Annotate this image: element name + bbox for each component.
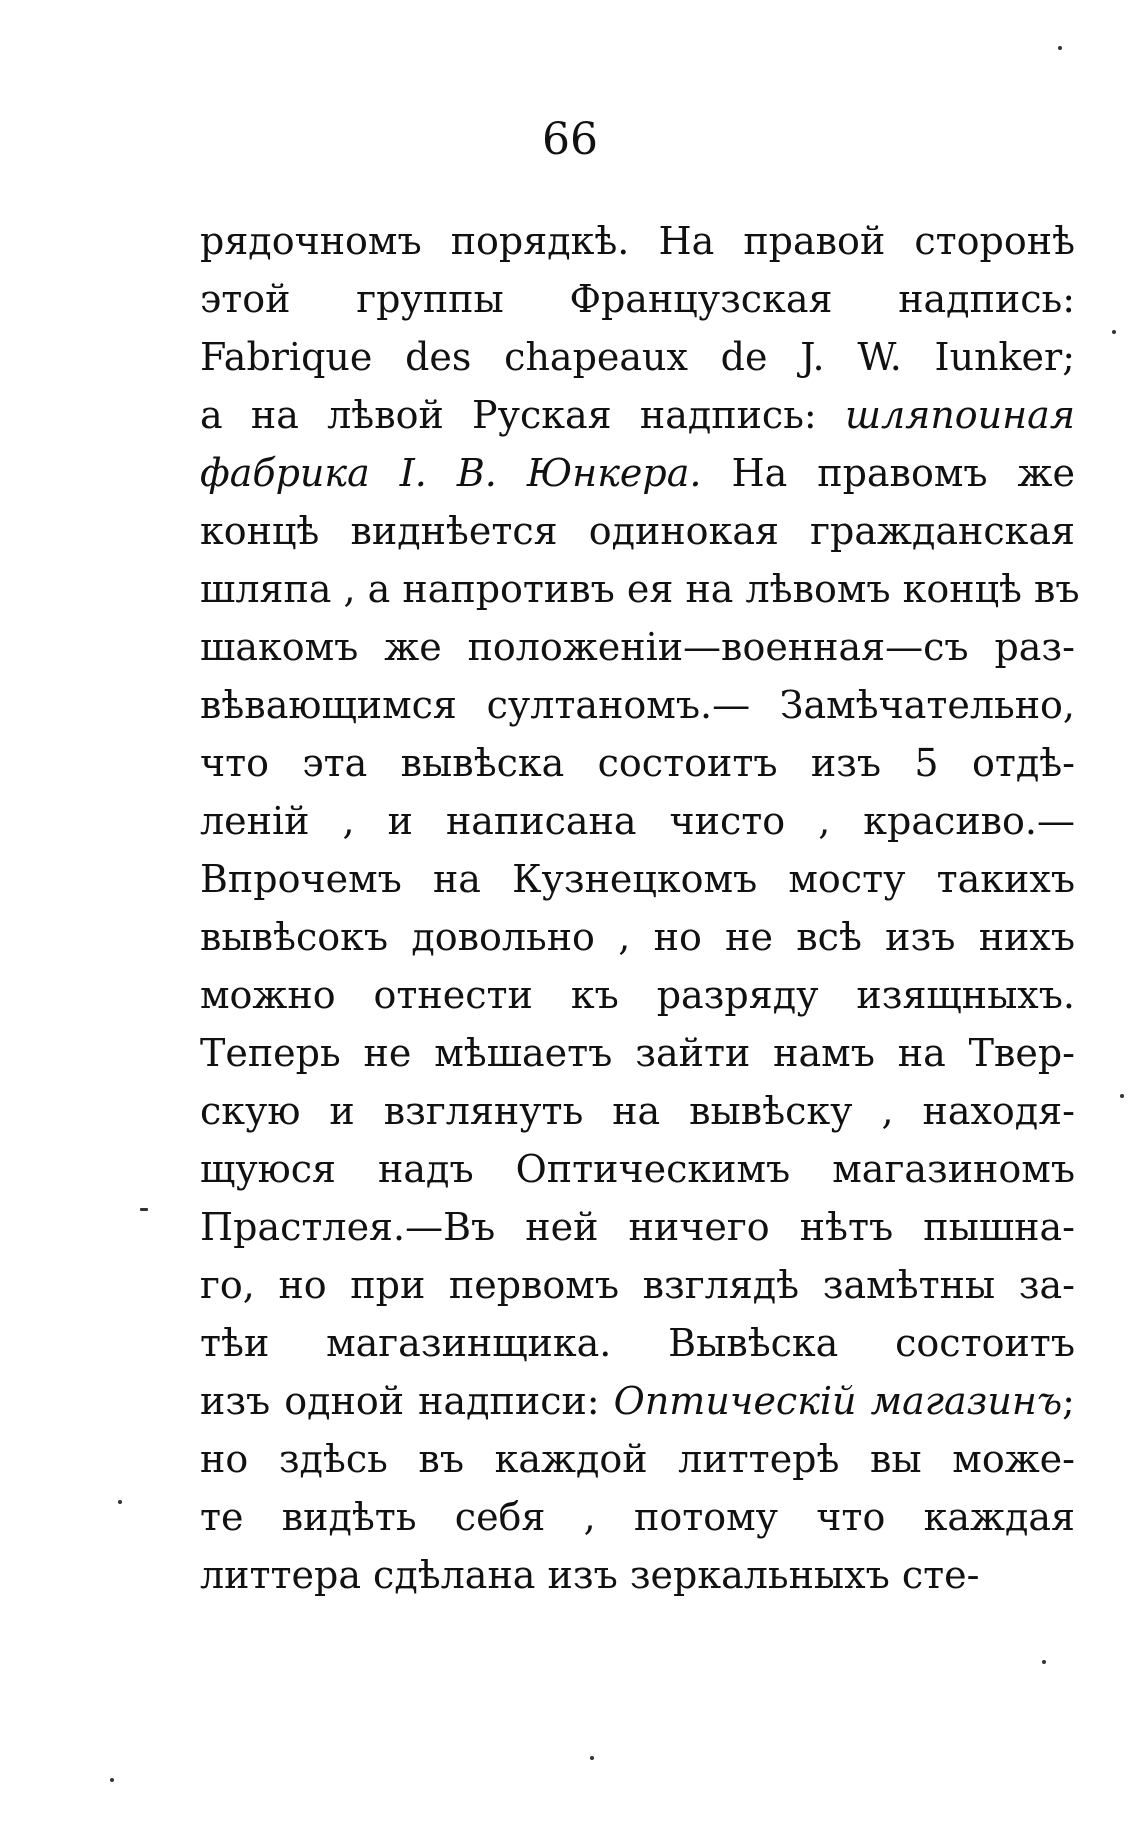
text-line — [200, 734, 1075, 792]
text-line — [200, 1372, 1075, 1430]
text-segment: го, но при первомъ взглядѣ замѣтны за- — [200, 1263, 1075, 1307]
text-line — [200, 328, 1075, 386]
text-line — [200, 1082, 1075, 1140]
text-segment: те видѣть себя , потому что каждая — [200, 1495, 1075, 1539]
text-segment: На правомъ же — [701, 451, 1076, 495]
text-segment: Прастлея.—Въ ней ничего нѣтъ пышна- — [200, 1205, 1075, 1249]
text-segment: тѣи магазинщика. Вывѣска состоитъ — [200, 1321, 1075, 1365]
scan-speck — [110, 1778, 114, 1782]
text-segment: изъ одной надписи: — [200, 1379, 614, 1423]
text-segment: что эта вывѣска состоитъ изъ 5 отдѣ- — [200, 741, 1075, 785]
text-line — [200, 270, 1075, 328]
text-segment: леній , и написана чисто , красиво.— — [200, 799, 1075, 843]
text-line — [200, 618, 1075, 676]
text-line — [200, 1546, 1075, 1604]
text-segment: литтера сдѣлана изъ зеркальныхъ сте- — [200, 1553, 980, 1597]
text-line — [200, 1430, 1075, 1488]
text-line — [200, 792, 1075, 850]
text-line — [200, 502, 1075, 560]
text-line — [200, 212, 1075, 270]
text-line — [200, 386, 1075, 444]
text-segment: шакомъ же положеніи—военная—съ раз- — [200, 625, 1075, 669]
text-line — [200, 908, 1075, 966]
text-segment: концѣ виднѣется одинокая гражданская — [200, 509, 1075, 553]
text-line — [200, 1488, 1075, 1546]
text-segment: вывѣсокъ довольно , но не всѣ изъ нихъ — [200, 915, 1075, 959]
scan-speck — [1120, 1094, 1124, 1098]
body-text — [200, 212, 1080, 1604]
text-line — [200, 966, 1075, 1024]
scan-speck — [118, 1500, 122, 1504]
text-segment: Fabrique des chapeaux de J. W. Iunker; — [200, 335, 1075, 379]
text-line — [200, 560, 1080, 618]
scan-speck — [1058, 46, 1062, 50]
italic-text-segment: фабрика I. В. Юнкера. — [200, 451, 702, 495]
text-segment: скую и взглянуть на вывѣску , находя- — [200, 1089, 1075, 1133]
text-segment: щуюся надъ Оптическимъ магазиномъ — [200, 1147, 1075, 1191]
text-line — [200, 1140, 1075, 1198]
text-line — [200, 1256, 1075, 1314]
scan-speck — [140, 1208, 148, 1211]
text-segment: Теперь не мѣшаетъ зайти намъ на Твер- — [200, 1031, 1075, 1075]
text-line — [200, 1314, 1075, 1372]
page-number: 66 — [542, 114, 598, 165]
text-segment: а на лѣвой Руская надпись: — [200, 393, 845, 437]
text-segment: этой группы Французская надпись: — [200, 277, 1075, 321]
text-line — [200, 1024, 1075, 1082]
text-segment: шляпа , а напротивъ ея на лѣвомъ концѣ въ — [200, 567, 1080, 611]
scan-speck — [1042, 1660, 1046, 1664]
italic-text-segment: шляпоиная — [844, 393, 1075, 437]
text-segment: можно отнести къ разряду изящныхъ. — [200, 973, 1075, 1017]
text-segment: рядочномъ порядкѣ. На правой сторонѣ — [200, 219, 1075, 263]
text-segment: но здѣсь въ каждой литтерѣ вы може- — [200, 1437, 1075, 1481]
text-segment: ; — [1062, 1379, 1075, 1423]
text-segment: вѣвающимся султаномъ.— Замѣчательно, — [200, 683, 1075, 727]
text-line — [200, 850, 1075, 908]
text-line — [200, 444, 1075, 502]
scan-speck — [590, 1756, 594, 1760]
text-line — [200, 1198, 1075, 1256]
text-segment: Впрочемъ на Кузнецкомъ мосту такихъ — [200, 857, 1075, 901]
text-line — [200, 676, 1075, 734]
italic-text-segment: Оптическій магазинъ — [613, 1379, 1063, 1423]
scan-speck — [1112, 330, 1116, 334]
